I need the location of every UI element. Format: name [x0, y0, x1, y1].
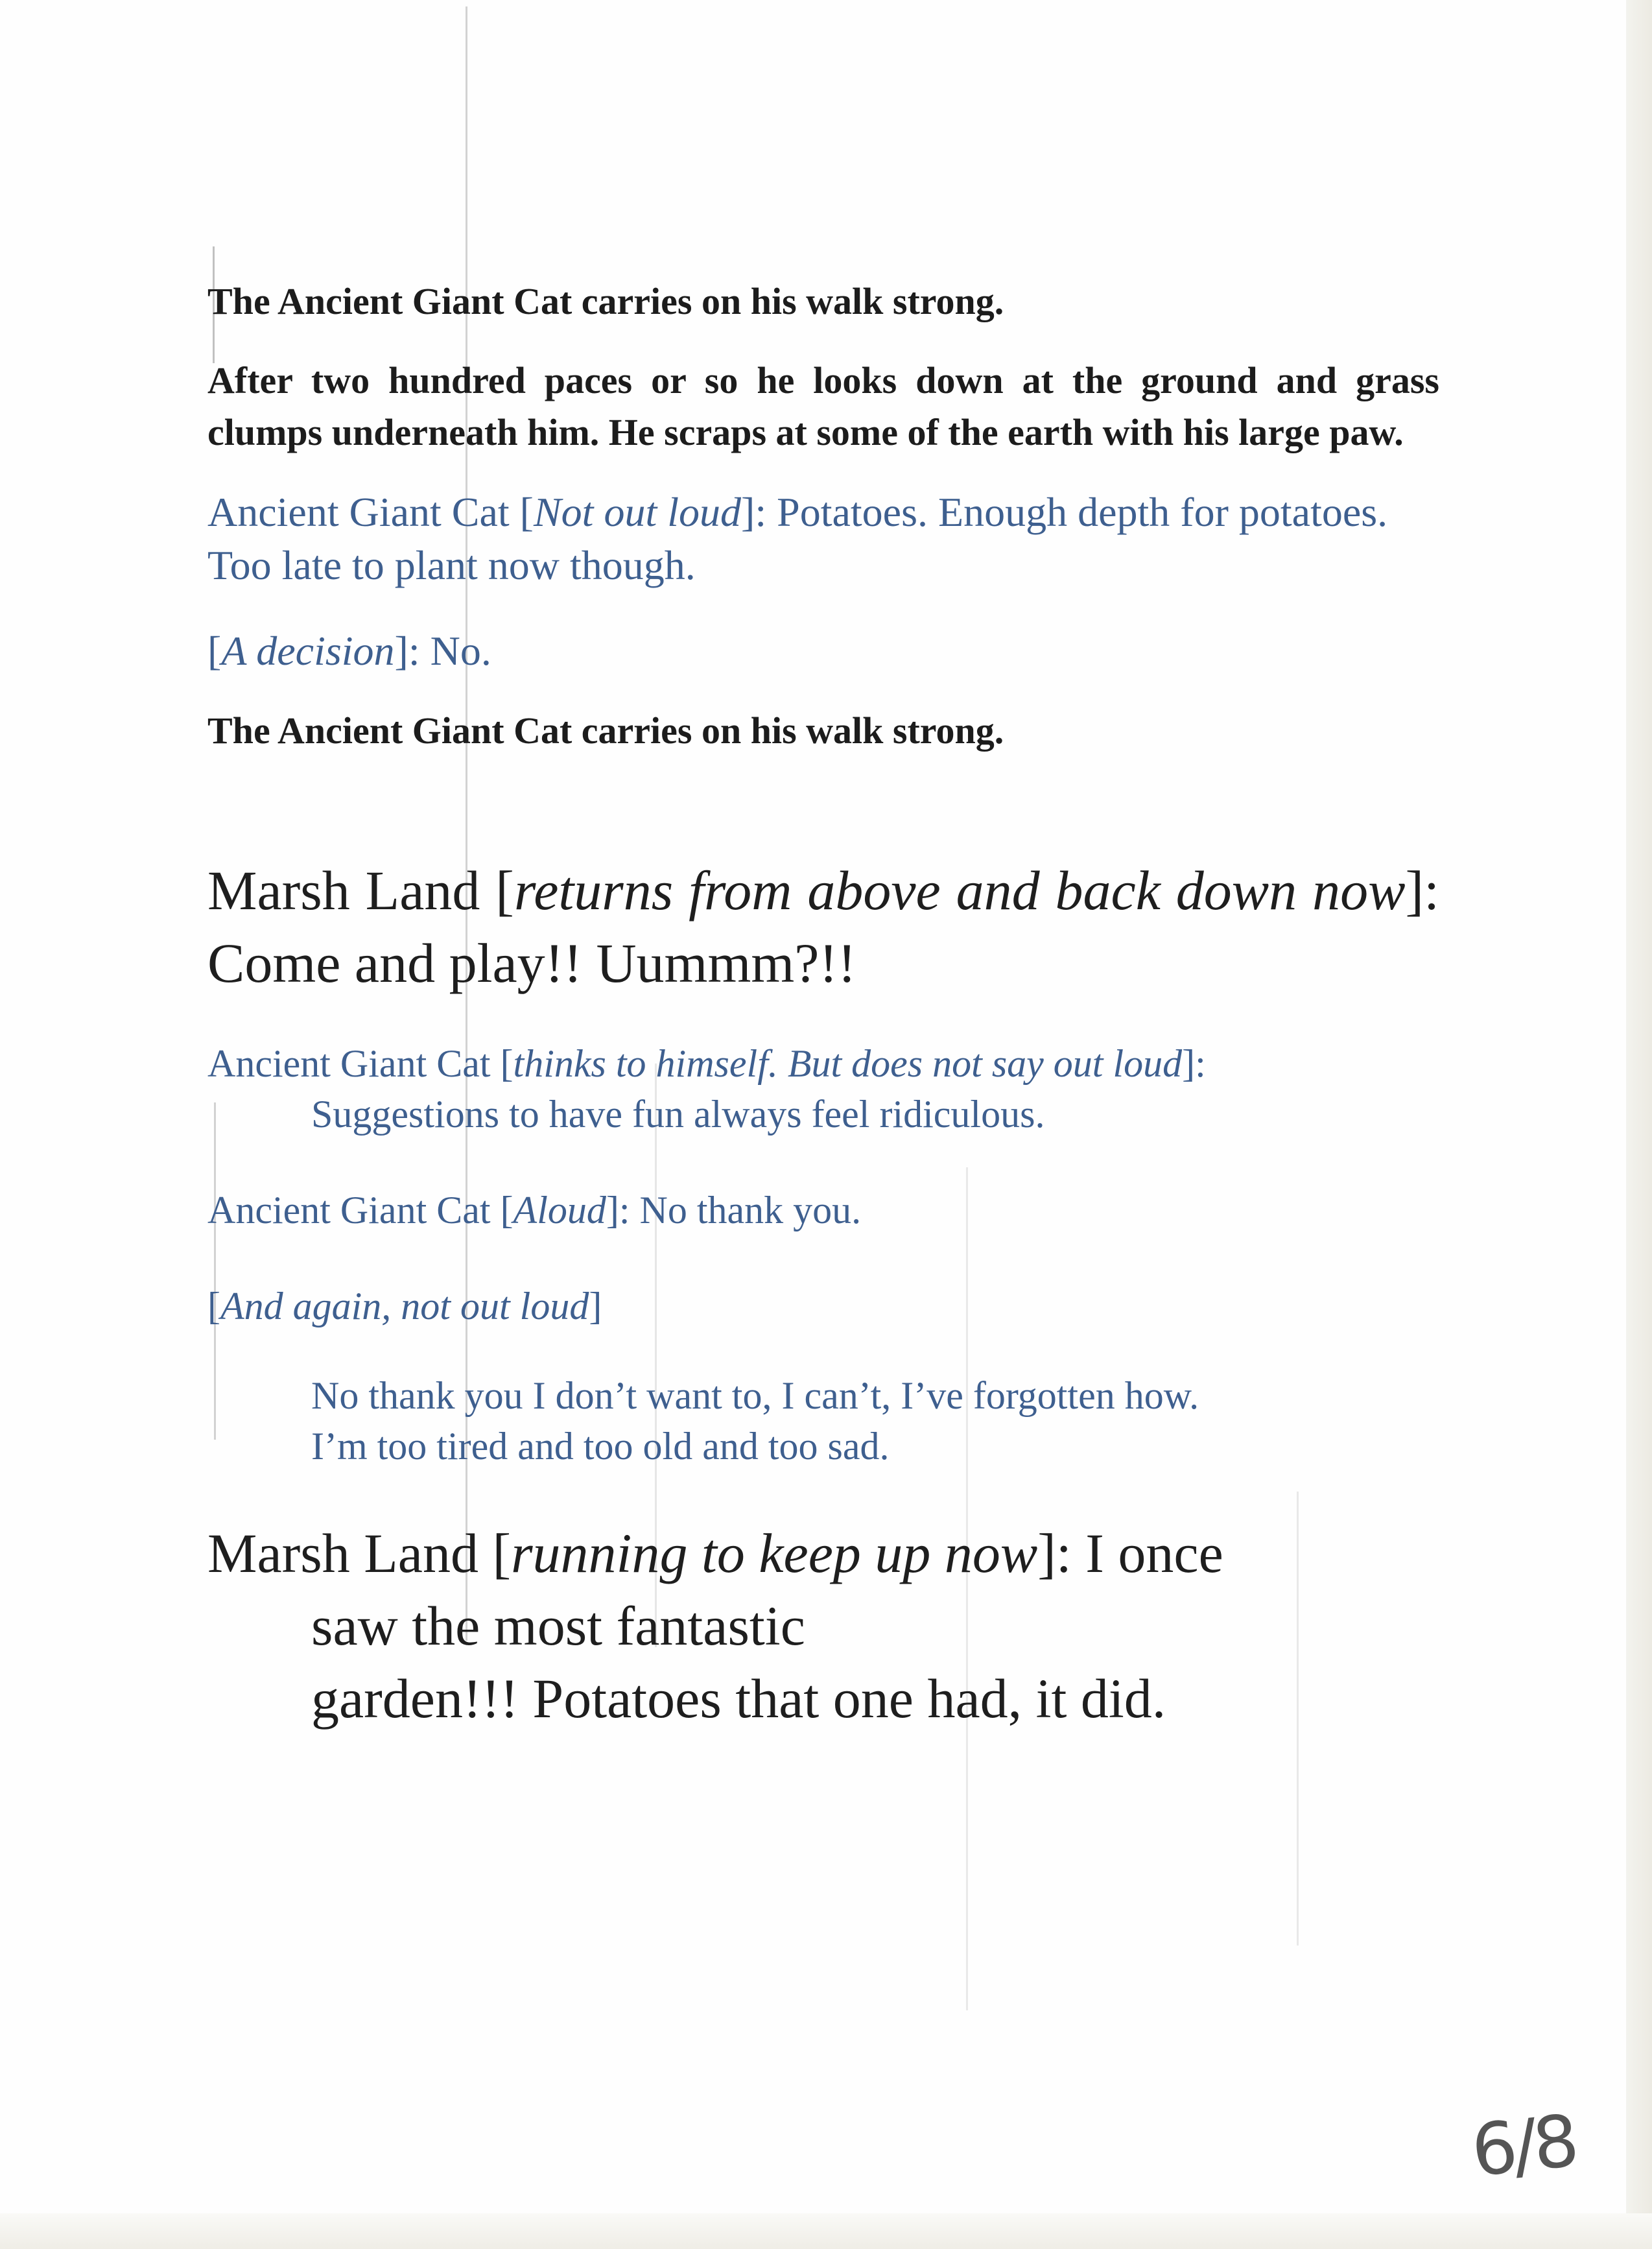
dialogue-text: Potatoes. Enough depth for potatoes. Too late to plant now though.: [207, 489, 1388, 588]
page-edge-bottom: [0, 2213, 1652, 2249]
speaker-name: Marsh Land: [207, 1522, 478, 1584]
marsh-dialogue-line: saw the most fantastic: [311, 1595, 805, 1657]
marsh-dialogue-line: garden!!! Potatoes that one had, it did.: [311, 1667, 1166, 1730]
page-edge-right: [1626, 0, 1652, 2249]
bracket: [: [480, 859, 514, 922]
decision-line: [207, 625, 1439, 678]
bracket: ]:: [606, 1189, 640, 1232]
stage-direction: A decision: [221, 628, 395, 674]
dialogue-text: I once: [1085, 1522, 1223, 1584]
narration-line: The Ancient Giant Cat carries on his walk strong.: [207, 709, 1004, 752]
marsh-dialogue: [207, 1517, 1439, 1589]
bracket: [: [207, 628, 222, 674]
cat-dialogue: [207, 486, 1439, 592]
cat-thought-line: I’m too tired and too old and too sad.: [311, 1425, 890, 1468]
bracket: ]: [589, 1285, 602, 1327]
bracket: ]:: [394, 628, 431, 674]
speaker-name: Marsh Land: [207, 859, 480, 922]
stage-direction: running to keep up now: [511, 1522, 1038, 1584]
bracket: [: [509, 489, 534, 535]
bracket: ]:: [1037, 1522, 1086, 1584]
stage-direction: Aloud: [513, 1189, 606, 1232]
speaker-name: Ancient Giant Cat: [207, 489, 510, 535]
bracket: ]:: [1182, 1042, 1206, 1085]
cat-dialogue: [207, 1185, 1439, 1235]
stage-direction-line: [207, 1281, 1439, 1331]
stage-direction: returns from above and back down now: [513, 859, 1406, 922]
speaker-name: Ancient Giant Cat: [207, 1189, 491, 1232]
stage-direction: thinks to himself. But does not say out loud: [513, 1042, 1183, 1085]
dialogue-text: Come and play!! Uummm?!!: [207, 932, 856, 994]
bracket: [: [207, 1285, 220, 1327]
bracket: ]:: [1405, 859, 1439, 922]
script-body: [207, 276, 1439, 1735]
stage-direction: And again, not out loud: [220, 1285, 589, 1327]
bracket: [: [478, 1522, 512, 1584]
stage-direction: Not out loud: [533, 489, 741, 535]
speaker-name: Ancient Giant Cat: [207, 1042, 491, 1085]
cat-dialogue-text: Suggestions to have fun always feel ridiculous.: [311, 1093, 1045, 1136]
handwritten-page-number: 6/8: [1467, 2099, 1579, 2193]
marsh-dialogue: [207, 854, 1439, 999]
bracket: [: [490, 1042, 513, 1085]
narration-line: The Ancient Giant Cat carries on his walk strong.: [207, 280, 1004, 322]
cat-thought-line: No thank you I don’t want to, I can’t, I’ve forgotten how.: [311, 1374, 1199, 1417]
narration-paragraph: After two hundred paces or so he looks down at the ground and grass clumps underneath him. He scraps at some of the earth with his large paw.: [207, 359, 1439, 453]
bracket: ]:: [741, 489, 777, 535]
dialogue-text: No.: [430, 628, 491, 674]
bracket: [: [490, 1189, 513, 1232]
dialogue-text: No thank you.: [639, 1189, 862, 1232]
cat-dialogue: [207, 1038, 1439, 1089]
